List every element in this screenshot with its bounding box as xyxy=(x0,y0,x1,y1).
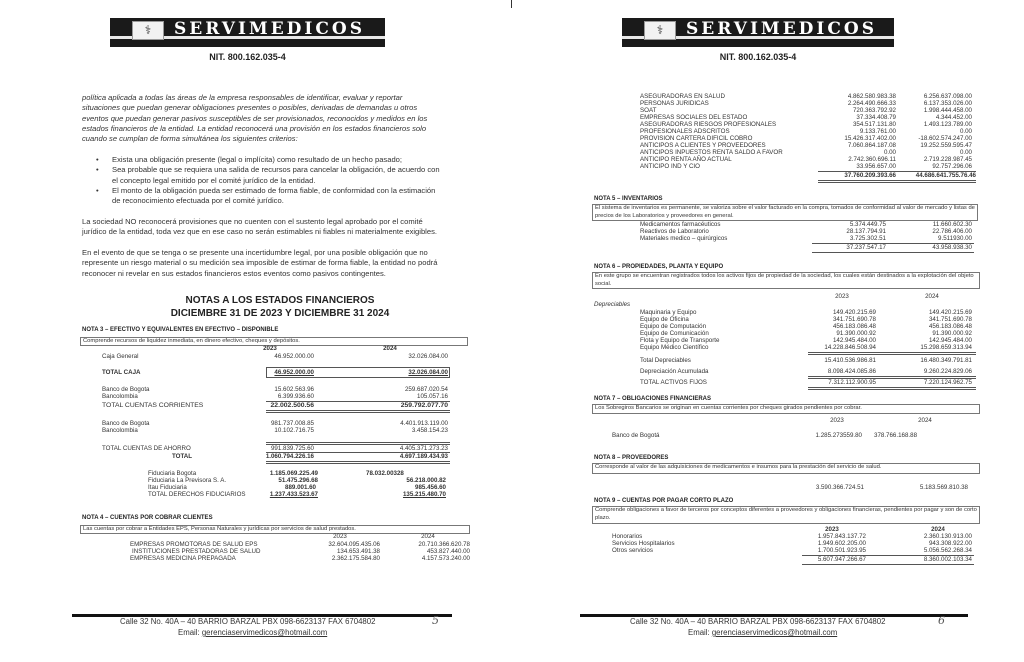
value-2023: 981.737.008.85 xyxy=(270,420,314,427)
nota8-heading: NOTA 8 – PROVEEDORES xyxy=(594,455,669,461)
value-2024: 92.757.296.06 xyxy=(932,163,972,170)
contingency-paragraph: En el evento de que se tenga o se presente una incertidumbre legal, por una posible obligación que no represente un riesgo material o su medición sea imposible de estimar de forma fiable, la entidad no podrá reconocer ni revelar en sus estados financieros estos eventos como pasivos contingentes. xyxy=(82,248,438,278)
value-2023: 354.517.131.80 xyxy=(852,121,896,128)
value-2023: 149.420.215.69 xyxy=(832,309,876,316)
row-label: Equipo Médico Científico xyxy=(640,344,709,351)
value-2024: 9.511930.00 xyxy=(938,235,972,242)
provisions-paragraph: La sociedad NO reconocerá provisiones que no cuenten con el sustento legal aprobado por el comité jurídico de la entidad, toda vez que en ese caso no serán estimables ni fiables ni materialmente exigibles. xyxy=(82,217,438,237)
value-2023: 46.952.000.00 xyxy=(274,353,314,360)
column-header-2024: 2024 xyxy=(421,533,435,540)
column-header-2023: 2023 xyxy=(333,533,347,540)
value-2023: 7.312.112.900.95 xyxy=(828,379,876,386)
row-label: Servicios Hospitalarios xyxy=(612,540,675,547)
value-2024: 5.183.569.810.38 xyxy=(919,484,968,491)
column-header-2023: 2023 xyxy=(263,345,277,352)
value-2023: 51.475.296.68 xyxy=(278,477,318,484)
value-2023: 3.725.302.51 xyxy=(849,235,886,242)
row-label: Bancolombia xyxy=(102,427,138,434)
value-2023: 1.185.069.225.49 xyxy=(269,470,318,477)
value-2024: 0.00 xyxy=(959,128,972,135)
nota5-description: El sistema de inventarios es permanente, se valoriza sobre el valor facturado en la compra, tomados de conformidad al valor de mercado y listas de precios de los Laboratorios y proveedores en general. xyxy=(592,204,978,221)
value-2023: 1.060.794.226.16 xyxy=(265,453,314,460)
criteria-item: • Exista una obligación presente (legal o implícita) como resultado de un hecho pasado; xyxy=(96,155,441,165)
text: NOTAS A LOS ESTADOS FINANCIEROS xyxy=(185,295,375,306)
value-2024: 56.218.000.82 xyxy=(406,477,446,484)
value-2024: 453.827.440.00 xyxy=(426,548,470,555)
criteria-item: • Sea probable que se requiera una salida de recursos para cancelar la obligación, de acuerdo con el concepto legal emitido por el comité jurídico de la entidad. xyxy=(96,165,441,186)
value-2023: 1.237.433.523.67 xyxy=(269,491,318,498)
value-2023: 15.426.317.402.00 xyxy=(844,135,896,142)
value-2023: 2.742.360.696.11 xyxy=(848,156,896,163)
email-link[interactable]: gerenciaservimedicos@hotmail.com xyxy=(201,628,328,637)
column-header-2024: 2024 xyxy=(925,293,939,300)
row-label: INSTITUCIONES PRESTADORAS DE SALUD xyxy=(132,548,261,555)
value-2023: 32.604.095.435.06 xyxy=(328,541,380,548)
row-label: TOTAL CAJA xyxy=(102,369,141,376)
medical-emblem-icon: ⚕ xyxy=(132,21,164,40)
value-2023: 5.607.947.266.67 xyxy=(817,556,866,563)
row-label: ASEGURADORAS RIESGOS PROFESIONALES xyxy=(640,121,777,128)
medical-emblem-icon: ⚕ xyxy=(644,21,676,40)
value-2023: 1.949.602.205.00 xyxy=(817,540,866,547)
row-label: ANTICIPO RENTA AÑO ACTUAL xyxy=(640,156,732,163)
criteria-list xyxy=(96,155,441,206)
row-label: PROFESIONALES ADSCRITOS xyxy=(640,128,730,135)
value-2023: 4.862.580.983.38 xyxy=(847,93,896,100)
value-2024: 4.697.189.434.93 xyxy=(399,453,448,460)
value-2023: 10.102.716.75 xyxy=(274,427,314,434)
value-2023: 456.183.086.48 xyxy=(832,323,876,330)
text: Email: xyxy=(178,628,202,637)
column-header-2024: 2024 xyxy=(383,345,397,352)
value-2023: 33.956.657.00 xyxy=(856,163,896,170)
nota6-description: En este grupo se encuentran registrados todos los activos fijos de propiedad de la sociedad, los cuales están destinados a la explotación del objeto social. xyxy=(592,272,980,289)
value-2024: 6.256.637.098.00 xyxy=(923,93,972,100)
row-label: SOAT xyxy=(640,107,657,114)
row-label: Fiduciaria La Previsora S. A. xyxy=(148,477,227,484)
row-label: Materiales medico – quirúrgicos xyxy=(640,235,728,242)
company-nit: NIT. 800.162.035-4 xyxy=(209,52,286,62)
email-link[interactable]: gerenciaservimedicos@hotmail.com xyxy=(711,628,838,637)
text: DICIEMBRE 31 DE 2023 Y DICIEMBRE 31 2024 xyxy=(170,307,390,319)
row-label: TOTAL ACTIVOS FIJOS xyxy=(640,379,707,386)
value-2024: 943.308.922.00 xyxy=(928,540,972,547)
row-label: ASEGURADORAS EN SALUD xyxy=(640,93,725,100)
value-2024: 105.057.16 xyxy=(417,393,448,400)
footer-address: Calle 32 No. 40A – 40 BARRIO BARZAL PBX 098-6623137 FAX 6704802 xyxy=(630,617,886,626)
value-2023: 5.374.449.75 xyxy=(849,221,886,228)
company-name: SERVIMEDICOS xyxy=(174,19,365,39)
column-header-2023: 2023 xyxy=(835,293,849,300)
row-label: EMPRESAS SOCIALES DEL ESTADO xyxy=(640,114,748,121)
nota3-heading: NOTA 3 – EFECTIVO Y EQUIVALENTES EN EFECTIVO – DISPONIBLE xyxy=(82,327,279,333)
row-label: ANTICIPO IND Y CIO xyxy=(640,163,700,170)
value-2024: 378.766.168.88 xyxy=(874,432,918,439)
nota7-description: Los Sobregiros Bancarios se originan en cuentas corrientes por cheques girados pendientes por cobrar. xyxy=(592,404,980,414)
value-2024: 1.493.123.789.00 xyxy=(923,121,972,128)
column-header-2023: 2023 xyxy=(830,417,844,424)
nota3-description: Comprende recursos de liquidez inmediata, en dinero efectivo, cheques y depósitos. xyxy=(80,337,468,346)
value-2023: 991.839.725.60 xyxy=(270,445,314,452)
value-2024: 149.420.215.69 xyxy=(928,309,972,316)
value-2023: 142.945.484.00 xyxy=(832,337,876,344)
row-label: TOTAL CUENTAS DE AHORRO xyxy=(102,445,191,452)
value-2023: 1.957.843.137.72 xyxy=(817,533,866,540)
value-2024: 43.958.938.30 xyxy=(932,244,972,251)
row-label: EMPRESAS PROMOTORAS DE SALUD EPS xyxy=(130,541,258,548)
nota9-heading: NOTA 9 – CUENTAS POR PAGAR CORTO PLAZO xyxy=(594,498,734,504)
value-2024: 456.183.086.48 xyxy=(928,323,972,330)
value-2023: 37.334.408.79 xyxy=(856,114,896,121)
value-2023: 28.137.794.91 xyxy=(846,228,886,235)
value-2024: 142.945.484.00 xyxy=(928,337,972,344)
value-2023: 37.237.547.17 xyxy=(846,244,886,251)
row-label: Caja General xyxy=(102,353,139,360)
company-nit: NIT. 800.162.035-4 xyxy=(719,52,797,62)
row-label: Equipo de Oficina xyxy=(640,316,689,323)
value-2024: 32.026.084.00 xyxy=(408,353,448,360)
value-2024: 15.298.659.313.94 xyxy=(920,344,972,351)
value-2023: 15.410.536.986.81 xyxy=(824,357,876,364)
value-2023: 1.285.273559.80 xyxy=(815,432,862,439)
row-label: ANTICIPOS A CLIENTES Y PROVEEDORES xyxy=(640,142,766,149)
page-number: 5 xyxy=(432,614,439,627)
value-2023: 2.264.490.666.33 xyxy=(847,100,896,107)
row-label: TOTAL DERECHOS FIDUCIARIOS xyxy=(148,491,246,498)
row-label: Fiduciaria Bogota xyxy=(148,470,197,477)
value-2023: 9.133.761.00 xyxy=(859,128,896,135)
intro-paragraph: política aplicada a todas las áreas de la empresa responsables de identificar, evaluar y reportar situaciones que puedan generar obligaciones presentes o posibles, derivadas de demandas u otros eventos que puedan generar pasivos susceptibles de ser provisionados, reconocidos y medidos en los estados financieros de la entidad. La entidad reconocerá una provisión en los estados financieros solo cuando se cumplan de forma simultánea los siguientes criterios: xyxy=(82,93,428,144)
value-2024: 4.157.573.240.00 xyxy=(421,555,470,562)
nota4-description: Las cuentas por cobrar a Entidades EPS, Personas Naturales y jurídicas por servicios de salud prestados. xyxy=(80,525,470,534)
value-2023: 6.399.936.60 xyxy=(277,393,314,400)
row-label: Itau Fiduciaria xyxy=(148,484,187,491)
row-label: Reactivos de Laboratorio xyxy=(640,228,709,235)
column-header-2024: 2024 xyxy=(918,417,932,424)
value-2023: 889.001.60 xyxy=(285,484,316,491)
value-2024: 0.00 xyxy=(959,149,972,156)
value-2024: 78.032.00328 xyxy=(366,470,404,477)
value-2023: 7.060.864.187.08 xyxy=(847,142,896,149)
text: Email: xyxy=(688,628,712,637)
value-2024: 4.405.371.273.23 xyxy=(399,445,448,452)
value-2024: 5.056.562.268.34 xyxy=(923,547,972,554)
value-2024: 16.480.349.791.81 xyxy=(920,357,972,364)
value-2024: 91.390.000.92 xyxy=(932,330,972,337)
value-2024: 259.687.020.54 xyxy=(404,386,448,393)
row-label: Medicamentos farmacéuticos xyxy=(640,221,721,228)
criteria-item: • El monto de la obligación pueda ser estimado de forma fiable, de conformidad con la estimación de reconocimiento efectuada por el comité jurídico. xyxy=(96,186,441,207)
row-label: PERSONAS JURIDICAS xyxy=(640,100,709,107)
value-2023: 3.590.366.724.51 xyxy=(815,484,864,491)
value-2023: 22.002.500.56 xyxy=(270,402,314,409)
value-2024: 4.401.913.119.00 xyxy=(400,420,448,427)
value-2024: 44.686.641.755.76.46 xyxy=(915,172,976,179)
value-2024: 1.998.444.458.00 xyxy=(923,107,972,114)
page-number: 6 xyxy=(938,614,945,627)
value-2024: 8.360.002.103.34 xyxy=(923,556,972,563)
company-logo xyxy=(622,18,894,47)
nota7-heading: NOTA 7 – OBLIGACIONES FINANCIERAS xyxy=(594,396,712,402)
footer-email xyxy=(688,628,837,637)
page-6 xyxy=(512,0,1024,662)
value-2024: 22.786.406.00 xyxy=(932,228,972,235)
value-2023: 1.700.501.923.95 xyxy=(817,547,866,554)
value-2023: 8.098.424.085.86 xyxy=(827,368,876,375)
row-label: Equipo de Comunicación xyxy=(640,330,709,337)
value-2024: 3.458.154.23 xyxy=(411,427,448,434)
value-2023: 37.760.209.393.66 xyxy=(844,172,896,179)
row-label: TOTAL CUENTAS CORRIENTES xyxy=(102,402,204,409)
value-2023: 46.952.000.00 xyxy=(274,369,314,376)
row-label: Banco de Bogotá xyxy=(612,432,660,439)
page-title xyxy=(80,295,480,320)
value-2024: 6.137.353.026.00 xyxy=(923,100,972,107)
row-label: Otros servicios xyxy=(612,547,653,554)
value-2023: 134.653.491.38 xyxy=(336,548,380,555)
nota8-description: Corresponde al valor de las adquisiciones de medicamentos e insumos para la prestación del servicio de salud. xyxy=(592,463,980,474)
value-2024: 259.792.077.70 xyxy=(400,402,448,409)
value-2023: 15.602.563.96 xyxy=(274,386,314,393)
value-2024: 985.456.60 xyxy=(415,484,446,491)
value-2024: 7.220.124.962.75 xyxy=(923,379,972,386)
row-label: ANTICIPOS INPUESTOS RENTA SALDO A FAVOR xyxy=(640,149,783,156)
value-2024: 2.360.130.913.00 xyxy=(923,533,972,540)
row-label: Total Depreciables xyxy=(640,357,691,364)
value-2024: 4.344.452.00 xyxy=(935,114,972,121)
row-label: PROVISION CARTERA DIFICIL COBRO xyxy=(640,135,753,142)
row-label: Banco de Bogota xyxy=(102,386,150,393)
column-header-2023: 2023 xyxy=(825,526,839,533)
nota5-heading: NOTA 5 – INVENTARIOS xyxy=(594,196,663,202)
value-2024: 11.660.602.30 xyxy=(932,221,972,228)
company-name: SERVIMEDICOS xyxy=(686,19,877,39)
value-2024: 2.719.228.987.45 xyxy=(923,156,972,163)
row-label: Maquinaria y Equipo xyxy=(640,309,697,316)
company-logo xyxy=(110,18,385,47)
value-2024: -18.602.574.247.00 xyxy=(918,135,972,142)
value-2024: 19.252.559.595.47 xyxy=(920,142,972,149)
value-2023: 14.228.846.508.94 xyxy=(824,344,876,351)
value-2023: 91.390.000.92 xyxy=(836,330,876,337)
footer-address: Calle 32 No. 40A – 40 BARRIO BARZAL PBX 098-6623137 FAX 6704802 xyxy=(120,617,376,626)
row-label: Flota y Equipo de Transporte xyxy=(640,337,720,344)
value-2023: 341.751.690.78 xyxy=(832,316,876,323)
row-label: Depreciación Acumulada xyxy=(640,368,709,375)
depreciables-subheading: Depreciables xyxy=(594,301,631,308)
value-2024: 341.751.690.78 xyxy=(928,316,972,323)
row-label: Banco de Bogota xyxy=(102,420,150,427)
value-2024: 135.215.480.70 xyxy=(402,491,446,498)
column-header-2024: 2024 xyxy=(931,526,945,533)
value-2023: 720.363.792.92 xyxy=(852,107,896,114)
nota4-heading: NOTA 4 – CUENTAS POR COBRAR CLIENTES xyxy=(82,515,213,521)
row-label: EMPRESAS MEDICINA PREPAGADA xyxy=(130,555,236,562)
value-2023: 2.362.175.584.80 xyxy=(331,555,380,562)
value-2023: 0.00 xyxy=(883,149,896,156)
value-2024: 20.710.366.620.78 xyxy=(418,541,470,548)
row-label: TOTAL xyxy=(172,453,193,460)
value-2024: 9.260.224.829.06 xyxy=(923,368,972,375)
footer-email xyxy=(178,628,327,637)
row-label: Bancolombia xyxy=(102,393,138,400)
nota6-heading: NOTA 6 – PROPIEDADES, PLANTA Y EQUIPO xyxy=(594,264,724,270)
row-label: Equipo de Computación xyxy=(640,323,707,330)
row-label: Honorarios xyxy=(612,533,643,540)
nota9-description: Comprende obligaciones a favor de terceros por conceptos diferentes a proveedores y obligaciones financieras, pendientes por pagar y son de corto plazo. xyxy=(592,506,980,524)
value-2024: 32.026.084.00 xyxy=(408,369,448,376)
